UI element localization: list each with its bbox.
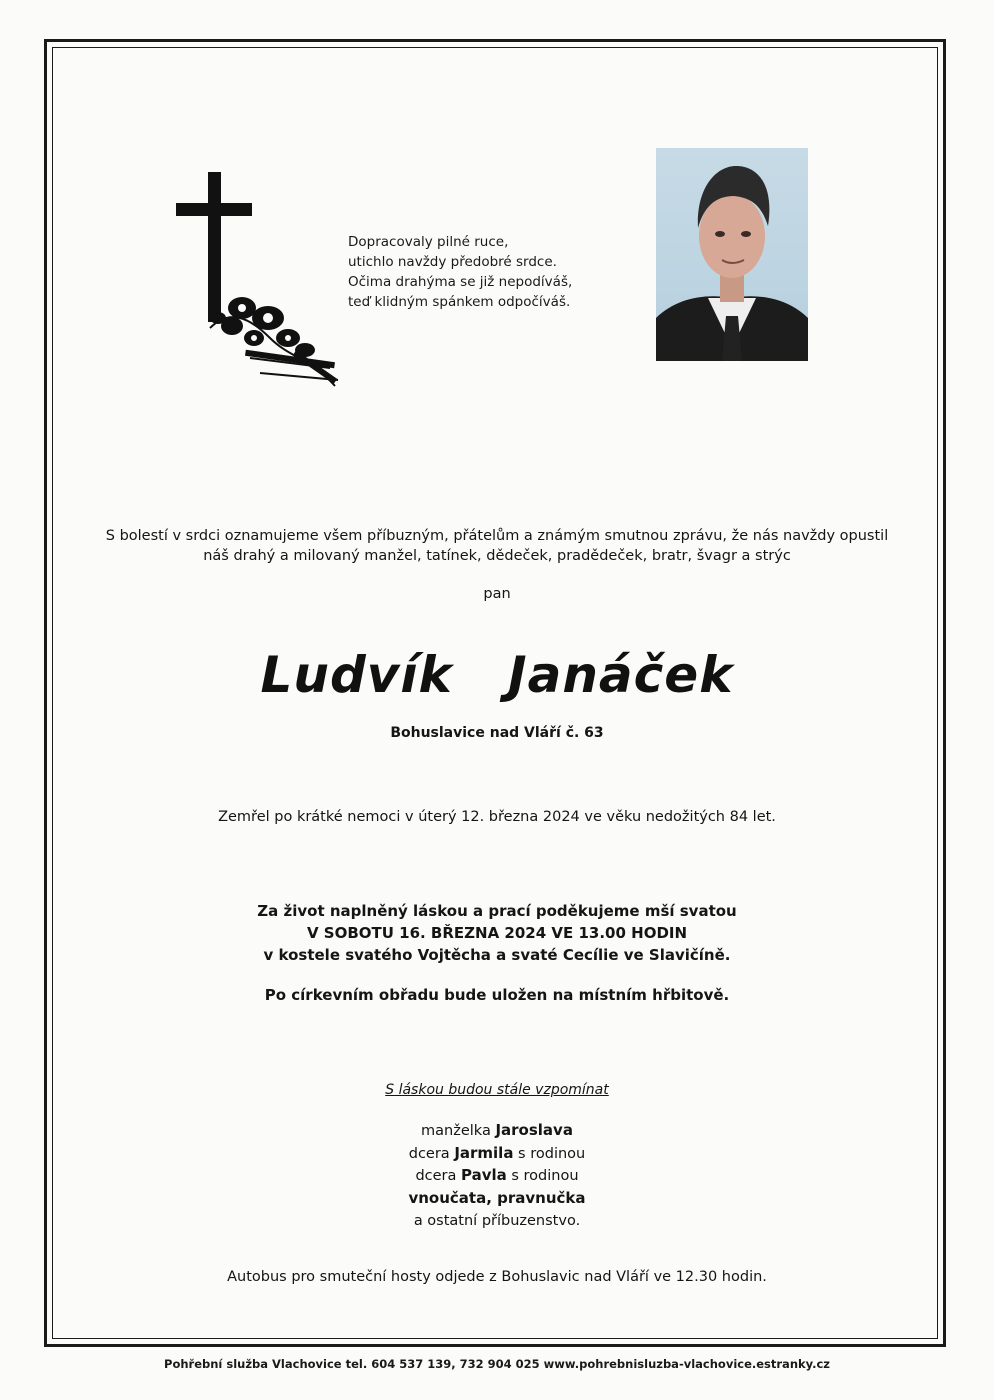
deceased-address: Bohuslavice nad Vláří č. 63 bbox=[390, 725, 604, 741]
last-name: Janáček bbox=[507, 646, 734, 704]
poem-line: utichlo navždy předobré srdce. bbox=[348, 254, 557, 270]
cross-with-flowers-icon bbox=[170, 168, 345, 393]
poem bbox=[348, 232, 572, 312]
announcement-line-1: S bolestí v srdci oznamujeme všem příbuzným, přátelům a známým smutnou zprávu, že nás navždy opustil bbox=[105, 528, 889, 544]
family-member: manželka Jaroslava bbox=[421, 1121, 573, 1139]
portrait-photo bbox=[656, 148, 808, 361]
remembrance-title: S láskou budou stále vzpomínat bbox=[385, 1082, 609, 1098]
death-notice: Zemřel po krátké nemoci v úterý 12. března 2024 ve věku nedožitých 84 let. bbox=[218, 809, 776, 825]
announcement-line-2: náš drahý a milovaný manžel, tatínek, dědeček, pradědeček, bratr, švagr a strýc bbox=[203, 548, 791, 564]
family-member: vnoučata, pravnučka bbox=[408, 1188, 586, 1207]
portrait-image bbox=[656, 148, 808, 361]
family-member: dcera Jarmila s rodinou bbox=[408, 1143, 586, 1162]
poem-line: teď klidným spánkem odpočíváš. bbox=[348, 294, 571, 310]
poem-line: Dopracovaly pilné ruce, bbox=[348, 234, 509, 250]
mass-line-3: v kostele svatého Vojtěcha a svaté Cecílie ve Slavičíně. bbox=[263, 946, 731, 964]
mass-info bbox=[60, 900, 934, 966]
footer-funeral-service: Pohřební služba Vlachovice tel. 604 537 139, 732 904 025 www.pohrebnisluzba-vlachovice.estranky.cz bbox=[164, 1357, 830, 1371]
family-list bbox=[60, 1120, 934, 1233]
mass-line-2: V SOBOTU 16. BŘEZNA 2024 VE 13.00 HODIN bbox=[306, 924, 688, 942]
title-pan: pan bbox=[483, 586, 511, 602]
burial-info: Po církevním obřadu bude uložen na místním hřbitově. bbox=[264, 986, 730, 1004]
first-name: Ludvík bbox=[260, 646, 453, 704]
poem-line: Očima drahýma se již nepodíváš, bbox=[348, 274, 573, 290]
family-member: a ostatní příbuzenstvo. bbox=[413, 1213, 581, 1229]
bus-info: Autobus pro smuteční hosty odjede z Bohuslavic nad Vláří ve 12.30 hodin. bbox=[227, 1269, 767, 1285]
mass-line-1: Za život naplněný láskou a prací poděkujeme mší svatou bbox=[257, 902, 737, 920]
family-member: dcera Pavla s rodinou bbox=[415, 1166, 579, 1184]
announcement bbox=[60, 526, 934, 566]
deceased-name bbox=[60, 646, 934, 704]
